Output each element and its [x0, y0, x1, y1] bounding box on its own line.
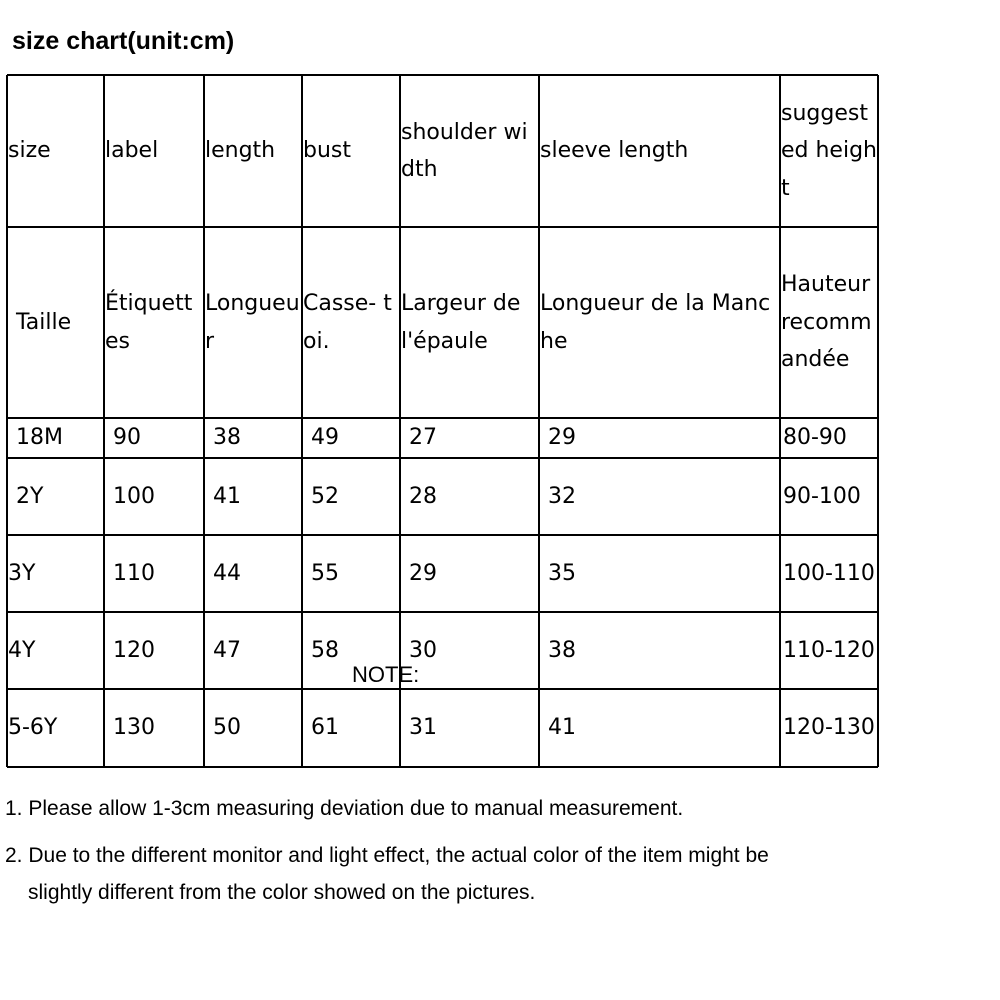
table-cell-row4-size: 4Y: [8, 637, 36, 663]
note-item-2-continued: slightly different from the color showed on the pictures.: [28, 881, 536, 904]
table-cell-header-en-shoulder: shoulder width: [401, 119, 528, 182]
table-cell-row5-sleeve: 41: [548, 715, 576, 741]
table-cell-header-en-bust: bust: [303, 138, 351, 164]
note-item-1: 1. Please allow 1-3cm measuring deviation due to manual measurement.: [5, 797, 684, 820]
table-cell-row5-label: 130: [113, 715, 155, 741]
table-horizontal-line: [7, 766, 878, 768]
page-title: size chart(unit:cm): [12, 27, 235, 55]
table-cell-header-en-height: suggested height: [781, 100, 877, 201]
table-cell-row2-bust: 52: [311, 483, 339, 509]
table-cell-header-fr-height: Hauteur recommandée: [781, 272, 872, 373]
table-cell-row1-bust: 49: [311, 425, 339, 451]
table-cell-row3-shoulder: 29: [409, 560, 437, 586]
table-cell-row4-length: 47: [213, 637, 241, 663]
table-vertical-line: [877, 75, 879, 767]
table-cell-header-fr-size: Taille: [16, 309, 72, 335]
table-cell-row1-height: 80-90: [783, 425, 847, 451]
table-cell-row1-sleeve: 29: [548, 425, 576, 451]
table-cell-row4-height: 110-120: [783, 637, 875, 663]
table-cell-header-fr-sleeve: Longueur de la Manche: [540, 291, 771, 354]
table-cell-header-fr-length: Longueur: [205, 291, 300, 354]
table-cell-header-fr-label: Étiquettes: [105, 291, 193, 354]
table-cell-row3-bust: 55: [311, 560, 339, 586]
size-table: [7, 75, 878, 767]
table-cell-header-en-size: size: [8, 138, 51, 164]
table-cell-row3-length: 44: [213, 560, 241, 586]
table-cell-row5-shoulder: 31: [409, 715, 437, 741]
table-cell-row5-length: 50: [213, 715, 241, 741]
table-cell-header-fr-shoulder: Largeur de l'épaule: [401, 291, 521, 354]
table-cell-row2-shoulder: 28: [409, 483, 437, 509]
table-cell-row2-sleeve: 32: [548, 483, 576, 509]
table-cell-row1-size: 18M: [16, 425, 63, 451]
table-cell-row2-length: 41: [213, 483, 241, 509]
table-cell-header-en-length: length: [205, 138, 276, 164]
note-item-2: 2. Due to the different monitor and light effect, the actual color of the item might be: [5, 844, 769, 867]
table-cell-header-en-sleeve: sleeve length: [540, 138, 689, 164]
table-cell-row1-length: 38: [213, 425, 241, 451]
table-cell-row4-shoulder: 30: [409, 637, 437, 663]
table-cell-row3-sleeve: 35: [548, 560, 576, 586]
table-cell-row2-height: 90-100: [783, 483, 861, 509]
notes: [5, 790, 965, 911]
table-cell-row1-label: 90: [113, 425, 141, 451]
table-cell-row5-bust: 61: [311, 715, 339, 741]
table-cell-row1-shoulder: 27: [409, 425, 437, 451]
table-cell-row3-height: 100-110: [783, 560, 875, 586]
table-cell-row3-size: 3Y: [8, 560, 36, 586]
table-cell-row5-size: 5-6Y: [8, 715, 58, 741]
table-cell-row3-label: 110: [113, 560, 155, 586]
table-cell-row2-label: 100: [113, 483, 155, 509]
table-cell-row4-sleeve: 38: [548, 637, 576, 663]
table-cell-header-fr-bust: Casse- toi.: [303, 291, 392, 354]
table-cell-header-en-label: label: [105, 138, 159, 164]
table-cell-row5-height: 120-130: [783, 715, 875, 741]
table-cell-row2-size: 2Y: [16, 483, 44, 509]
table-cell-row4-bust: 58: [311, 637, 339, 663]
note-label: NOTE:: [352, 662, 420, 687]
table-cell-row4-label: 120: [113, 637, 155, 663]
